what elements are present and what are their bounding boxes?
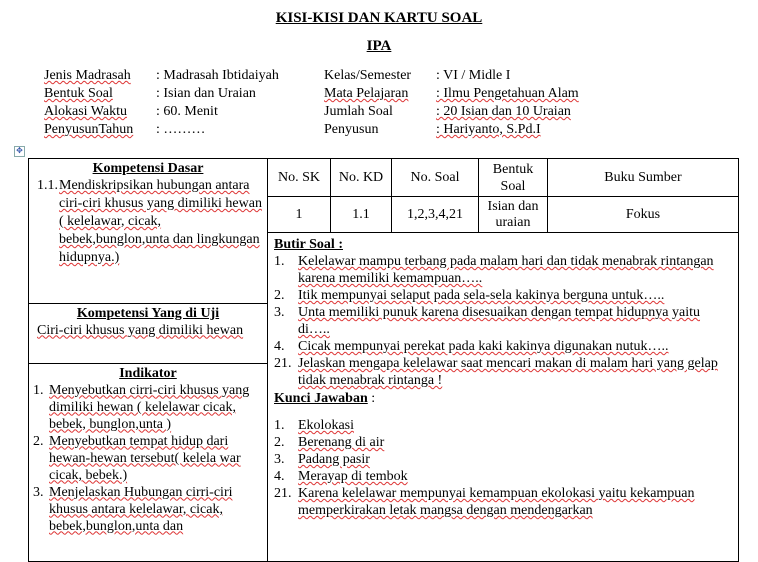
list-item: 2. Menyebutkan tempat hidup dari hewan-hewan tersebut( kelela war cicak, bebek.) bbox=[33, 433, 241, 483]
list-item: 1. Menyebutkan cirri-ciri khusus yang dimiliki hewan ( kelelawar cicak, bebek, bunglon,unta ) bbox=[33, 382, 250, 432]
cell-no-kd: 1.1 bbox=[331, 197, 392, 233]
meta-label: Jenis Madrasah bbox=[44, 68, 131, 83]
cell-buku-sumber: Fokus bbox=[548, 197, 739, 233]
list-item: 21. Jelaskan mengapa kelelawar saat mencari makan di malam hari yang gelap tidak menabrak rintanga ! bbox=[274, 356, 718, 388]
kompetensi-diuji-cell bbox=[29, 303, 268, 363]
subject-title: IPA bbox=[366, 38, 392, 54]
list-item: 3. Unta memiliki punuk karena disesuaikan dengan tempat hidupnya yaitu di….. bbox=[274, 305, 701, 337]
header-buku-sumber: Buku Sumber bbox=[548, 159, 739, 197]
list-item: 21. Karena kelelawar mempunyai kemampuan ekolokasi yaitu kekampuan memperkirakan letak mangsa dengan mendengarkan bbox=[274, 486, 695, 518]
meta-row bbox=[324, 103, 579, 121]
meta-value: : 60. Menit bbox=[156, 104, 218, 119]
document-title: KISI-KISI DAN KARTU SOAL bbox=[275, 10, 483, 26]
butir-soal-heading: Butir Soal : bbox=[274, 237, 343, 252]
meta-label: Mata Pelajaran bbox=[324, 86, 409, 101]
kompetensi-diuji-text: Ciri-ciri khusus yang dimiliki hewan bbox=[37, 322, 244, 338]
list-item: 2. Itik mempunyai selaput pada sela-sela kakinya berguna untuk….. bbox=[274, 288, 665, 303]
meta-label: Bentuk Soal bbox=[44, 86, 113, 101]
butir-soal-cell bbox=[268, 233, 739, 562]
kompetensi-dasar-heading: Kompetensi Dasar bbox=[92, 161, 204, 176]
meta-value: : 20 Isian dan 10 Uraian bbox=[436, 104, 571, 119]
header-no-soal: No. Soal bbox=[392, 159, 479, 197]
list-item: 1. Ekolokasi bbox=[274, 418, 354, 433]
kompetensi-dasar-cell bbox=[29, 159, 268, 304]
table-move-handle-icon[interactable]: ✥ bbox=[14, 146, 25, 157]
meta-label: Jumlah Soal bbox=[324, 104, 393, 119]
meta-row bbox=[44, 121, 279, 139]
cell-bentuk-soal: Isian dan uraian bbox=[479, 197, 548, 233]
list-item: 4. Merayap di tembok bbox=[274, 469, 408, 484]
meta-label: PenyusunTahun bbox=[44, 122, 134, 137]
meta-value: : VI / Midle I bbox=[436, 68, 511, 83]
butir-soal-list bbox=[274, 253, 732, 389]
meta-row bbox=[44, 103, 279, 121]
meta-left bbox=[44, 67, 279, 139]
meta-label: Kelas/Semester bbox=[324, 68, 412, 83]
meta-value: : ……… bbox=[156, 122, 206, 137]
indikator-list bbox=[33, 382, 263, 535]
list-item: 2. Berenang di air bbox=[274, 435, 385, 450]
meta-row bbox=[324, 85, 579, 103]
header-no-kd: No. KD bbox=[331, 159, 392, 197]
header-no-sk: No. SK bbox=[268, 159, 331, 197]
meta-value: : Hariyanto, S.Pd.I bbox=[436, 122, 541, 137]
meta-value: : Ilmu Pengetahuan Alam bbox=[436, 86, 579, 101]
list-item: 1. Kelelawar mampu terbang pada malam hari dan tidak menabrak rintangan karena memiliki kemampuan….. bbox=[274, 254, 714, 286]
kd-text: Mendiskripsikan hubungan antara ciri-ciri khusus yang dimiliki hewan ( kelelawar, cicak, bebek,bunglon,unta dan lingkungan hidupnya.) bbox=[59, 178, 262, 265]
meta-right bbox=[324, 67, 579, 139]
list-item: 4. Cicak mempunyai perekat pada kaki kakinya digunakan nutuk….. bbox=[274, 339, 669, 354]
kunci-jawaban-heading: Kunci Jawaban bbox=[274, 391, 368, 406]
kd-number: 1.1. bbox=[37, 178, 58, 193]
meta-row bbox=[44, 67, 279, 85]
cell-no-soal: 1,2,3,4,21 bbox=[392, 197, 479, 233]
meta-row bbox=[324, 67, 579, 85]
meta-label: Penyusun bbox=[324, 122, 379, 137]
list-item: 3. Padang pasir bbox=[274, 452, 370, 467]
meta-value: : Isian dan Uraian bbox=[156, 86, 256, 101]
header-bentuk-soal: Bentuk Soal bbox=[479, 159, 548, 197]
cell-no-sk: 1 bbox=[268, 197, 331, 233]
kunci-jawaban-list bbox=[274, 417, 732, 519]
indikator-cell bbox=[29, 363, 268, 561]
kompetensi-diuji-heading: Kompetensi Yang di Uji bbox=[76, 305, 220, 321]
list-item: 3. Menjelaskan Hubungan cirri-ciri khusus antara kelelawar, cicak, bebek,bunglon,unta dan bbox=[33, 484, 233, 534]
kisi-kisi-table bbox=[28, 158, 739, 562]
meta-row bbox=[324, 121, 579, 139]
meta-label: Alokasi Waktu bbox=[44, 104, 127, 119]
indikator-heading: Indikator bbox=[119, 365, 177, 381]
meta-row bbox=[44, 85, 279, 103]
kunci-jawaban-heading-row: Kunci Jawaban : bbox=[274, 391, 376, 406]
meta-value: : Madrasah Ibtidaiyah bbox=[156, 68, 279, 83]
kd-item bbox=[33, 177, 263, 267]
